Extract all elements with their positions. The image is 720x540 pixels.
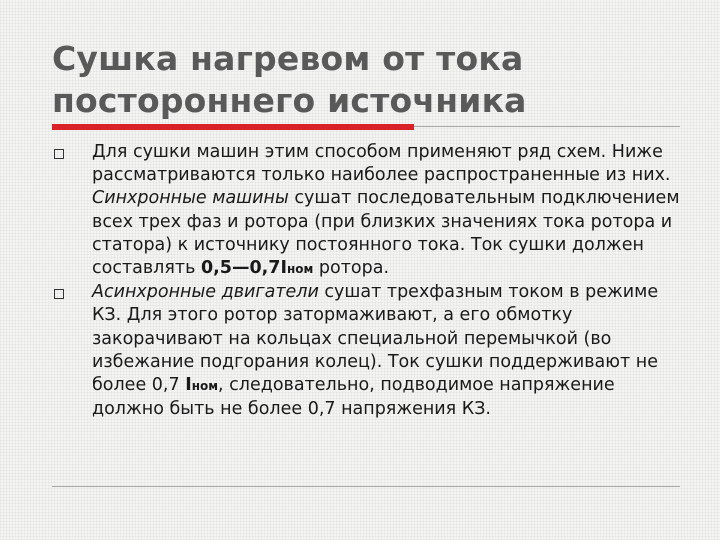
bullet-text xyxy=(92,141,688,281)
slide-title xyxy=(52,38,692,122)
text-run: , следовательно, подводимое напряжение должно быть не более 0,7 напряжения КЗ. xyxy=(92,375,615,420)
subscript: ном xyxy=(191,379,219,394)
square-outline-icon xyxy=(54,289,64,299)
bullet-list xyxy=(52,141,688,421)
footer-divider xyxy=(52,486,680,487)
italic-term: Синхронные машины xyxy=(92,188,289,209)
text-run: сушат трехфазным током в режиме КЗ. Для этого ротор затормаживают, а его обмотку закорачивают на кольцах специальной перемычкой (во избежание подгорания колец). Ток сушки поддерживают не более 0,7 xyxy=(92,282,659,396)
bullet-text xyxy=(92,281,688,421)
bold-value: 0,5—0,7I xyxy=(200,258,287,279)
text-run: ротора. xyxy=(313,258,390,279)
text-run: сушат последовательным подключением всех трех фаз и ротора (при близких значениях тока ротора и статора) к источнику постоянного тока. Ток сушки должен составлять xyxy=(92,188,680,279)
text-run: Для сушки машин этим способом применяют ряд схем. Ниже рассматриваются только наиболее распространенные из них. xyxy=(92,142,671,186)
title-line-2: постороннего источника xyxy=(52,81,527,120)
title-accent-bar xyxy=(52,124,414,130)
bold-value: I xyxy=(185,375,192,396)
italic-term: Асинхронные двигатели xyxy=(92,282,319,303)
bullet-item-asynchronous xyxy=(52,281,688,421)
square-outline-icon xyxy=(54,149,64,159)
subscript: ном xyxy=(286,262,314,277)
bullet-item-synchronous xyxy=(52,141,688,281)
title-line-1: Сушка нагревом от тока xyxy=(52,39,524,78)
